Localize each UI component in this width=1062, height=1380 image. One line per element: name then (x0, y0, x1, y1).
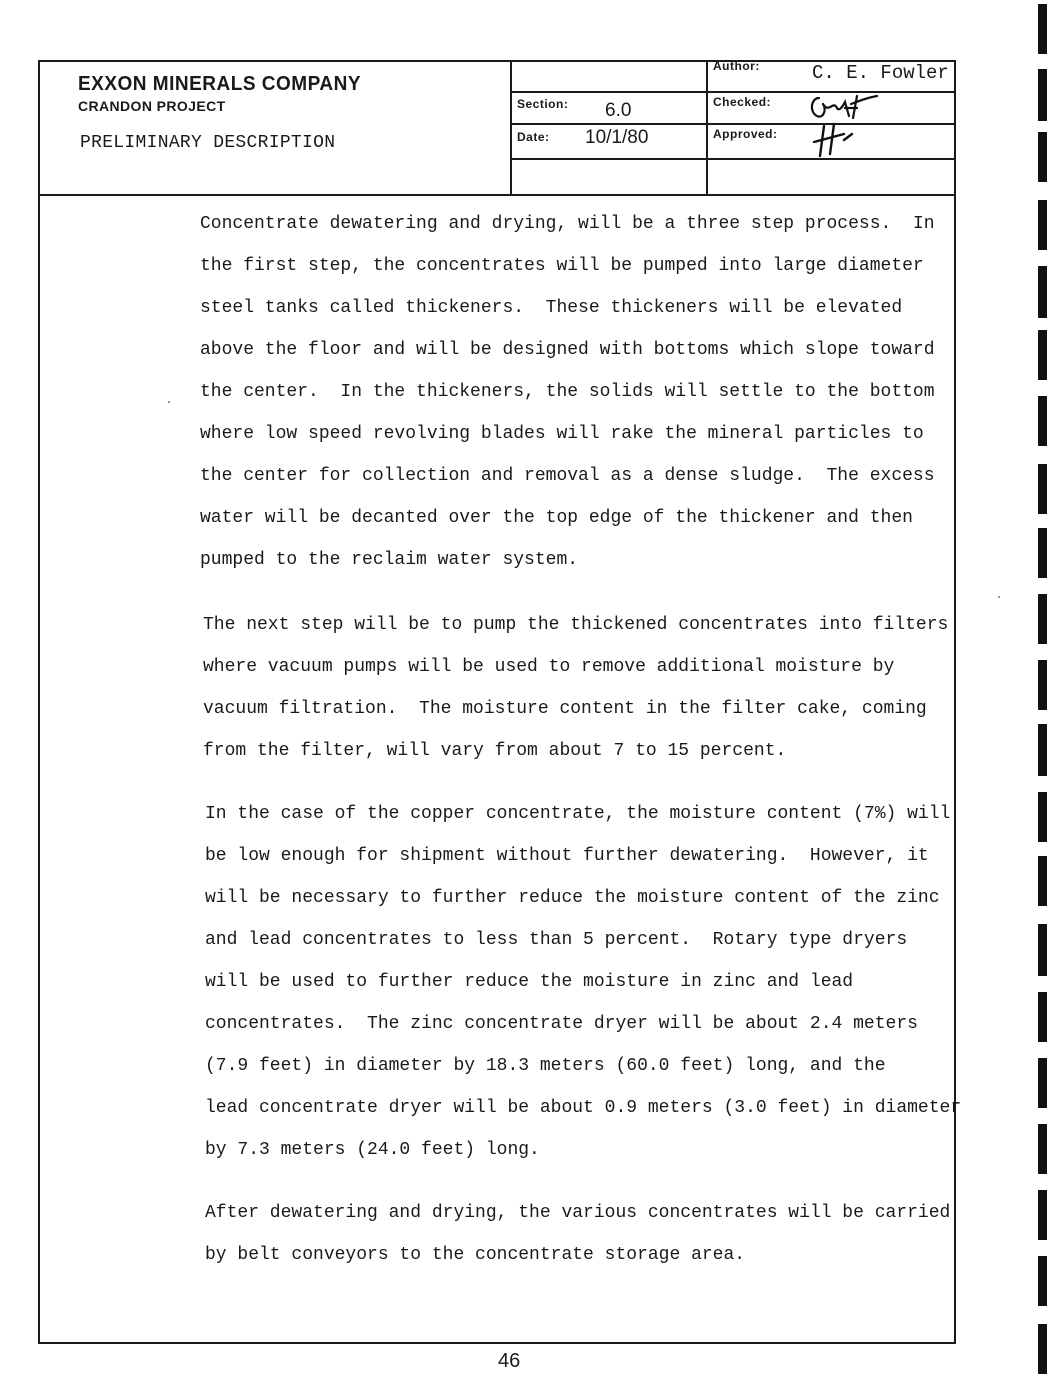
document-type: PRELIMINARY DESCRIPTION (80, 133, 336, 153)
grid-line (706, 60, 708, 194)
binding-mark (1038, 69, 1047, 121)
date-label: Date: (517, 130, 550, 144)
body-text-line: In the case of the copper concentrate, the moisture content (7%) will (205, 804, 951, 824)
author-value: C. E. Fowler (812, 62, 949, 84)
body-paragraph (203, 604, 948, 772)
company-name: EXXON MINERALS COMPANY (78, 73, 362, 96)
body-text-line: will be used to further reduce the moisture in zinc and lead (205, 972, 854, 992)
binding-mark (1038, 1324, 1047, 1374)
body-paragraph (205, 793, 961, 1171)
body-text-line: by belt conveyors to the concentrate storage area. (205, 1245, 746, 1265)
body-text-line: will be necessary to further reduce the moisture content of the zinc (205, 888, 940, 908)
body-text-line: lead concentrate dryer will be about 0.9 meters (3.0 feet) in diameter (205, 1098, 962, 1118)
body-text-line: where low speed revolving blades will rake the mineral particles to (200, 424, 924, 444)
body-text-line: the center. In the thickeners, the solids will settle to the bottom (200, 382, 935, 402)
binding-mark (1038, 266, 1047, 318)
body-text-line: and lead concentrates to less than 5 percent. Rotary type dryers (205, 930, 908, 950)
binding-mark (1038, 1190, 1047, 1240)
author-label: Author: (713, 59, 760, 73)
binding-mark (1038, 992, 1047, 1042)
body-paragraph (200, 203, 935, 581)
body-text-line: the first step, the concentrates will be pumped into large diameter (200, 256, 924, 276)
binding-mark (1038, 1058, 1047, 1108)
scan-speck (998, 596, 1000, 598)
binding-mark (1038, 660, 1047, 710)
section-value: 6.0 (605, 100, 632, 121)
approved-label: Approved: (713, 127, 778, 141)
body-text-line: vacuum filtration. The moisture content in the filter cake, coming (203, 699, 927, 719)
body-paragraph (205, 1192, 950, 1276)
project-name: CRANDON PROJECT (78, 98, 226, 114)
body-text-line: The next step will be to pump the thickened concentrates into filters (203, 615, 949, 635)
body-text-line: Concentrate dewatering and drying, will be a three step process. In (200, 214, 935, 234)
body-text-line: concentrates. The zinc concentrate dryer will be about 2.4 meters (205, 1014, 918, 1034)
body-text-line: above the floor and will be designed with bottoms which slope toward (200, 340, 935, 360)
binding-mark (1038, 594, 1047, 644)
body-text-line: by 7.3 meters (24.0 feet) long. (205, 1140, 540, 1160)
binding-mark (1038, 924, 1047, 976)
body-text-line: (7.9 feet) in diameter by 18.3 meters (60.0 feet) long, and the (205, 1056, 886, 1076)
grid-line (510, 91, 956, 93)
binding-mark (1038, 856, 1047, 906)
body-text-line: pumped to the reclaim water system. (200, 550, 579, 570)
grid-line (510, 60, 512, 194)
grid-line (510, 123, 956, 125)
body-text-line: from the filter, will vary from about 7 to 15 percent. (203, 741, 787, 761)
binding-mark (1038, 792, 1047, 842)
binding-mark (1038, 528, 1047, 578)
binding-mark (1038, 1256, 1047, 1306)
binding-mark (1038, 4, 1047, 54)
binding-mark (1038, 132, 1047, 182)
checked-label: Checked: (713, 95, 772, 109)
body-text-line: water will be decanted over the top edge of the thickener and then (200, 508, 913, 528)
binding-mark (1038, 396, 1047, 446)
binding-mark (1038, 1124, 1047, 1174)
grid-line (510, 158, 956, 160)
body-text-line: After dewatering and drying, the various concentrates will be carried (205, 1203, 951, 1223)
header-divider (38, 194, 956, 196)
section-label: Section: (517, 97, 569, 111)
approved-initials-icon (810, 120, 860, 160)
body-text-line: where vacuum pumps will be used to remove additional moisture by (203, 657, 895, 677)
binding-mark (1038, 200, 1047, 250)
binding-mark (1038, 330, 1047, 380)
date-value: 10/1/80 (585, 127, 649, 148)
body-text-line: the center for collection and removal as a dense sludge. The excess (200, 466, 935, 486)
binding-mark (1038, 464, 1047, 514)
page-number: 46 (498, 1350, 521, 1372)
body-text-line: be low enough for shipment without further dewatering. However, it (205, 846, 929, 866)
binding-mark (1038, 724, 1047, 776)
body-text-line: steel tanks called thickeners. These thickeners will be elevated (200, 298, 903, 318)
